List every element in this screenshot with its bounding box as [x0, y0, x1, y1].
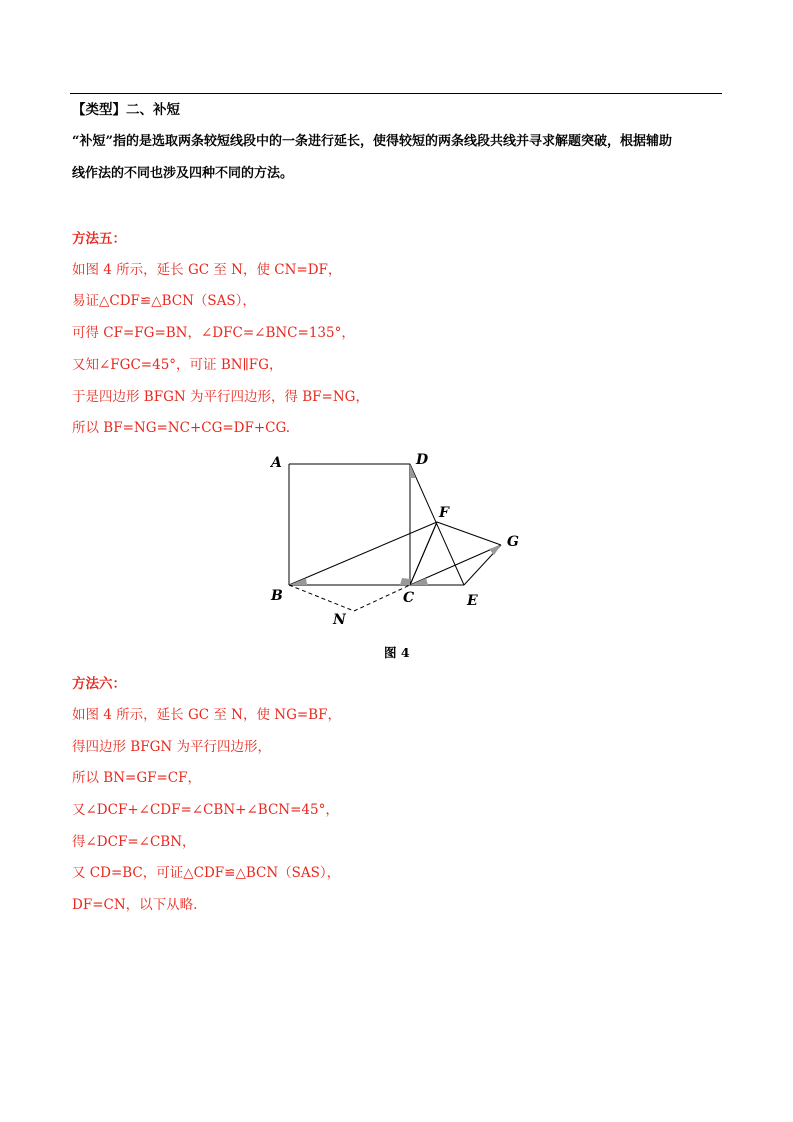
intro-line-1: “补短”指的是选取两条较短线段中的一条进行延长，使得较短的两条线段共线并寻求解题突破，根据辅助 [72, 134, 672, 149]
method5-line-3: 可得 CF=FG=BN，∠DFC=∠BNC=135°， [72, 325, 355, 341]
figure-caption: 图 4 [384, 645, 410, 660]
method6-line-3: 所以 BN=GF=CF， [72, 770, 201, 786]
method5-line-1: 如图 4 所示，延长 GC 至 N，使 CN=DF， [72, 262, 342, 278]
label-G: G [507, 534, 519, 550]
method5-line-2: 易证△CDF≌△BCN（SAS）， [72, 293, 256, 309]
type-heading: 【类型】二、补短 [72, 102, 180, 118]
segment-BN [289, 585, 354, 611]
method5-line-5: 于是四边形 BFGN 为平行四边形，得 BF=NG， [72, 389, 369, 405]
method6-title: 方法六： [72, 676, 126, 692]
label-A: A [271, 455, 282, 471]
label-B: B [271, 588, 283, 604]
segment-CG [410, 545, 501, 585]
method6-line-4: 又∠DCF+∠CDF=∠CBN+∠BCN=45°， [72, 802, 339, 818]
intro-line-2: 线作法的不同也涉及四种不同的方法。 [72, 166, 294, 181]
angle-mark-G [489, 545, 501, 555]
label-E: E [467, 593, 478, 609]
method6-line-7: DF=CN，以下从略. [72, 897, 198, 913]
angle-mark-B [289, 578, 307, 585]
method6-line-1: 如图 4 所示，延长 GC 至 N，使 NG=BF， [72, 707, 341, 723]
label-D: D [416, 452, 429, 468]
angle-mark-C-left [400, 578, 410, 585]
label-F: F [439, 505, 449, 521]
segment-NC [354, 585, 410, 611]
label-C: C [403, 590, 415, 606]
method6-line-6: 又 CD=BC，可证△CDF≌△BCN（SAS）， [72, 865, 341, 881]
method6-line-2: 得四边形 BFGN 为平行四边形， [72, 739, 271, 755]
header-rule [70, 93, 722, 94]
method5-line-4: 又知∠FGC=45°，可证 BN∥FG， [72, 357, 283, 373]
method5-line-6: 所以 BF=NG=NC+CG=DF+CG. [72, 420, 291, 436]
method5-title: 方法五： [72, 231, 126, 247]
label-N: N [333, 612, 346, 628]
segment-BF [289, 522, 437, 585]
segment-FG [437, 522, 501, 545]
method6-line-5: 得∠DCF=∠CBN， [72, 834, 196, 850]
geometry-figure [260, 448, 540, 633]
